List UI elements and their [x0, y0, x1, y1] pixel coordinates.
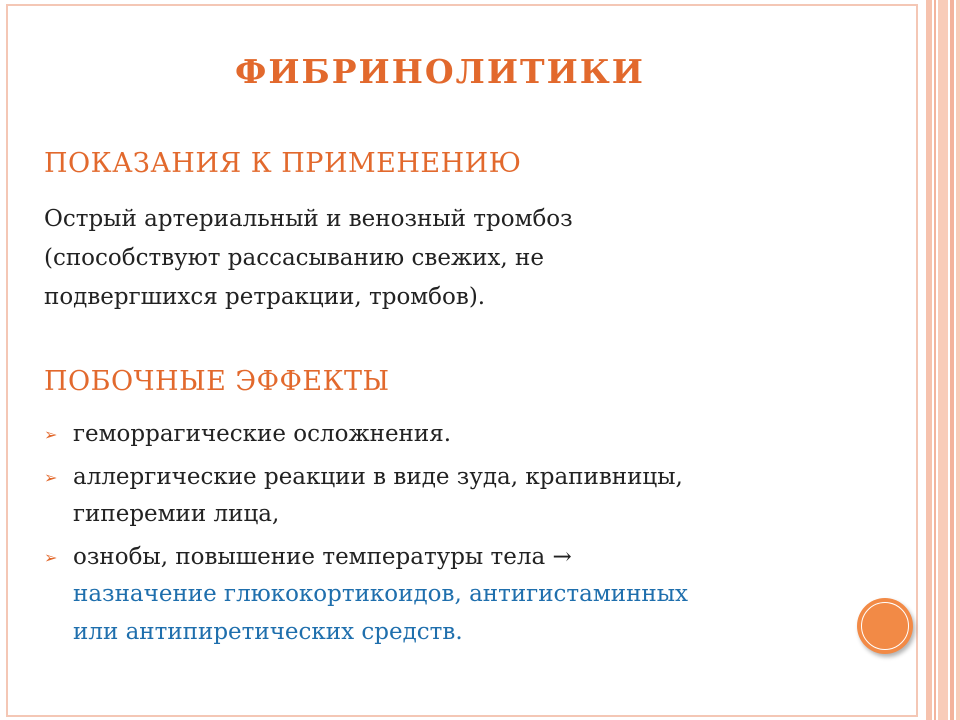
- frame-top-border: [6, 4, 918, 6]
- slide-title: ФИБРИНОЛИТИКИ: [235, 52, 645, 91]
- indications-text: [44, 200, 744, 317]
- decorative-stripe: [934, 0, 936, 720]
- indications-line: подвергшихся ретракции, тромбов).: [44, 284, 486, 310]
- indications-heading: ПОКАЗАНИЯ К ПРИМЕНЕНИЮ: [44, 148, 522, 179]
- list-item: [44, 459, 864, 534]
- list-item-text: ознобы, повышение температуры тела →: [73, 543, 572, 570]
- indications-line: (способствуют рассасыванию свежих, не: [44, 245, 544, 271]
- list-item: [44, 416, 864, 454]
- list-item-highlight: или антипиретических средств.: [73, 618, 463, 645]
- list-item-highlight: назначение глюкокортикоидов, антигистаминных: [73, 581, 689, 607]
- list-item-text: геморрагические осложнения.: [73, 421, 452, 447]
- frame-bottom-border: [6, 715, 918, 717]
- list-item-text: гиперемии лица,: [73, 501, 280, 527]
- list-item: [44, 539, 864, 652]
- list-item-text: аллергические реакции в виде зуда, крапивницы,: [73, 463, 683, 490]
- arrow-bullet-icon: ➢: [44, 425, 58, 444]
- decorative-stripe: [926, 0, 932, 720]
- side-effects-list: [44, 416, 864, 656]
- decorative-stripe: [938, 0, 948, 720]
- arrow-bullet-icon: ➢: [44, 547, 58, 567]
- decorative-circle-ring: [861, 602, 909, 650]
- frame-right-border: [916, 4, 918, 715]
- arrow-bullet-icon: ➢: [44, 467, 58, 487]
- decorative-circle: [857, 598, 913, 654]
- decorative-stripe: [950, 0, 954, 720]
- decorative-stripe: [956, 0, 960, 720]
- side-effects-heading: ПОБОЧНЫЕ ЭФФЕКТЫ: [44, 366, 390, 397]
- indications-line: Острый артериальный и венозный тромбоз: [44, 206, 573, 232]
- frame-left-border: [6, 4, 8, 715]
